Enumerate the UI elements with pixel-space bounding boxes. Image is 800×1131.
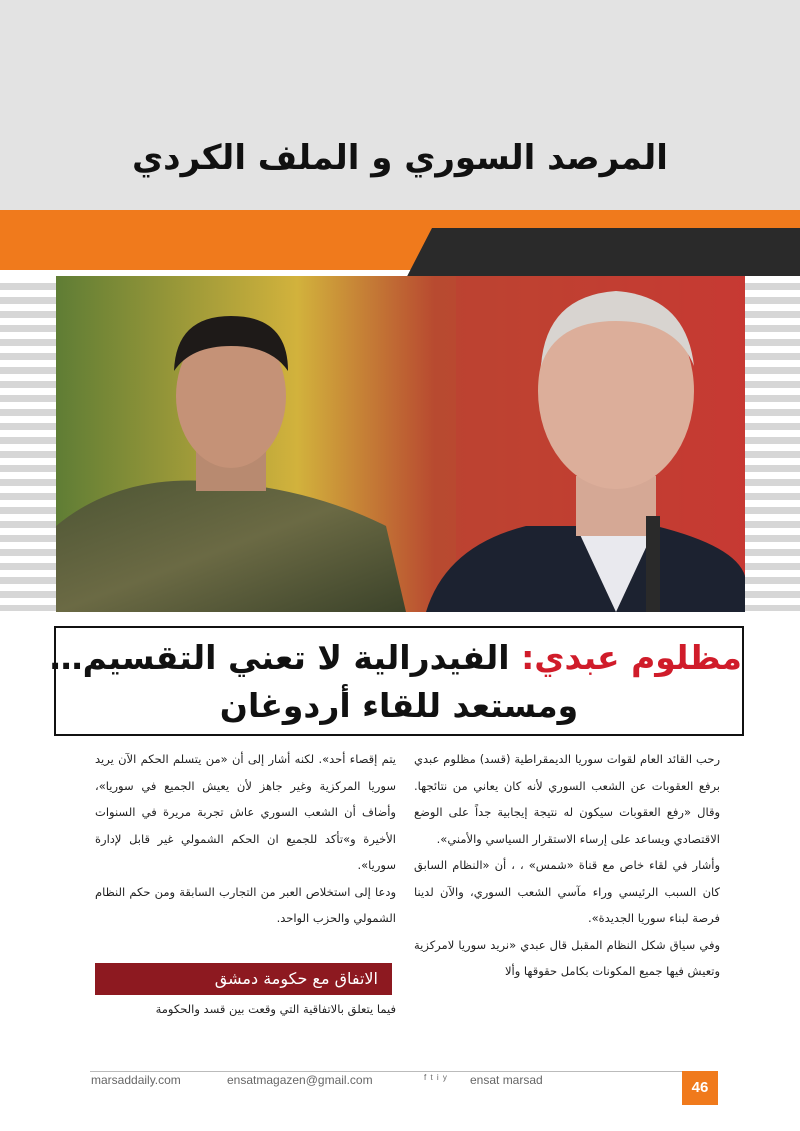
headline-name: مظلوم عبدي: — [521, 638, 742, 677]
footer-website-link[interactable]: marsaddaily.com — [91, 1073, 181, 1087]
headline-line-2: ومستعد للقاء أردوغان — [219, 686, 579, 725]
stripes-left — [0, 276, 56, 611]
paragraph: رحب القائد العام لقوات سوريا الديمقراطية (قسد) مظلوم عبدي برفع العقوبات عن الشعب السوري لأنه كان يعاني من نتائجها. وقال «رفع العقوبات سيكون له نتيجة إيجابية جداً على الوضع الاقتصادي ويساعد على إرساء الاستقرار السياسي والأمني». — [414, 752, 720, 846]
headline-box — [49, 626, 744, 736]
stripes-right — [745, 276, 800, 611]
social-icons: f t i y — [424, 1073, 448, 1082]
footer-social-name: ensat marsad — [470, 1073, 543, 1087]
article-column-left — [95, 746, 396, 932]
paragraph: ودعا إلى استخلاص العبر من التجارب السابقة ومن حكم النظام الشمولي والحزب الواحد. — [95, 884, 396, 925]
article-column-right — [414, 746, 720, 985]
photo-illustration — [56, 276, 745, 612]
headline-rest: الفيدرالية لا تعني التقسيم… — [49, 638, 522, 677]
headline-line-1 — [49, 638, 742, 677]
section-title: المرصد السوري و الملف الكردي — [132, 138, 668, 178]
footer-divider — [90, 1071, 690, 1072]
paragraph: وأشار في لقاء خاص مع قناة «شمس» ، ، أن «النظام السابق كان السبب الرئيسي وراء مآسي الشعب السوري، والآن لدينا فرصة لبناء سوريا الجديدة». — [414, 858, 720, 925]
paragraph: يتم إقصاء أحد». لكنه أشار إلى أن «من يتسلم الحكم الآن يريد سوريا المركزية وغير جاهز لأن يعيش الجميع في سوريا»، وأضاف أن الشعب السوري عاش تجربة مريرة في السنوات الأخيرة و»تأكد للجميع ان الحكم الشمولي غير قابل لإدارة سوريا». — [95, 752, 396, 872]
header-band — [0, 0, 800, 210]
article-photo — [56, 276, 745, 612]
footer-email-link[interactable]: ensatmagazen@gmail.com — [227, 1073, 373, 1087]
paragraph: وفي سياق شكل النظام المقبل قال عبدي «نريد سوريا لامركزية وتعيش فيها جميع المكونات بكامل حقوقها وألا — [414, 937, 720, 978]
subheading: الاتفاق مع حكومة دمشق — [95, 963, 392, 995]
page-number: 46 — [682, 1071, 718, 1105]
paragraph-continuation: فيما يتعلق بالاتفاقية التي وقعت بين قسد والحكومة — [155, 1002, 396, 1016]
